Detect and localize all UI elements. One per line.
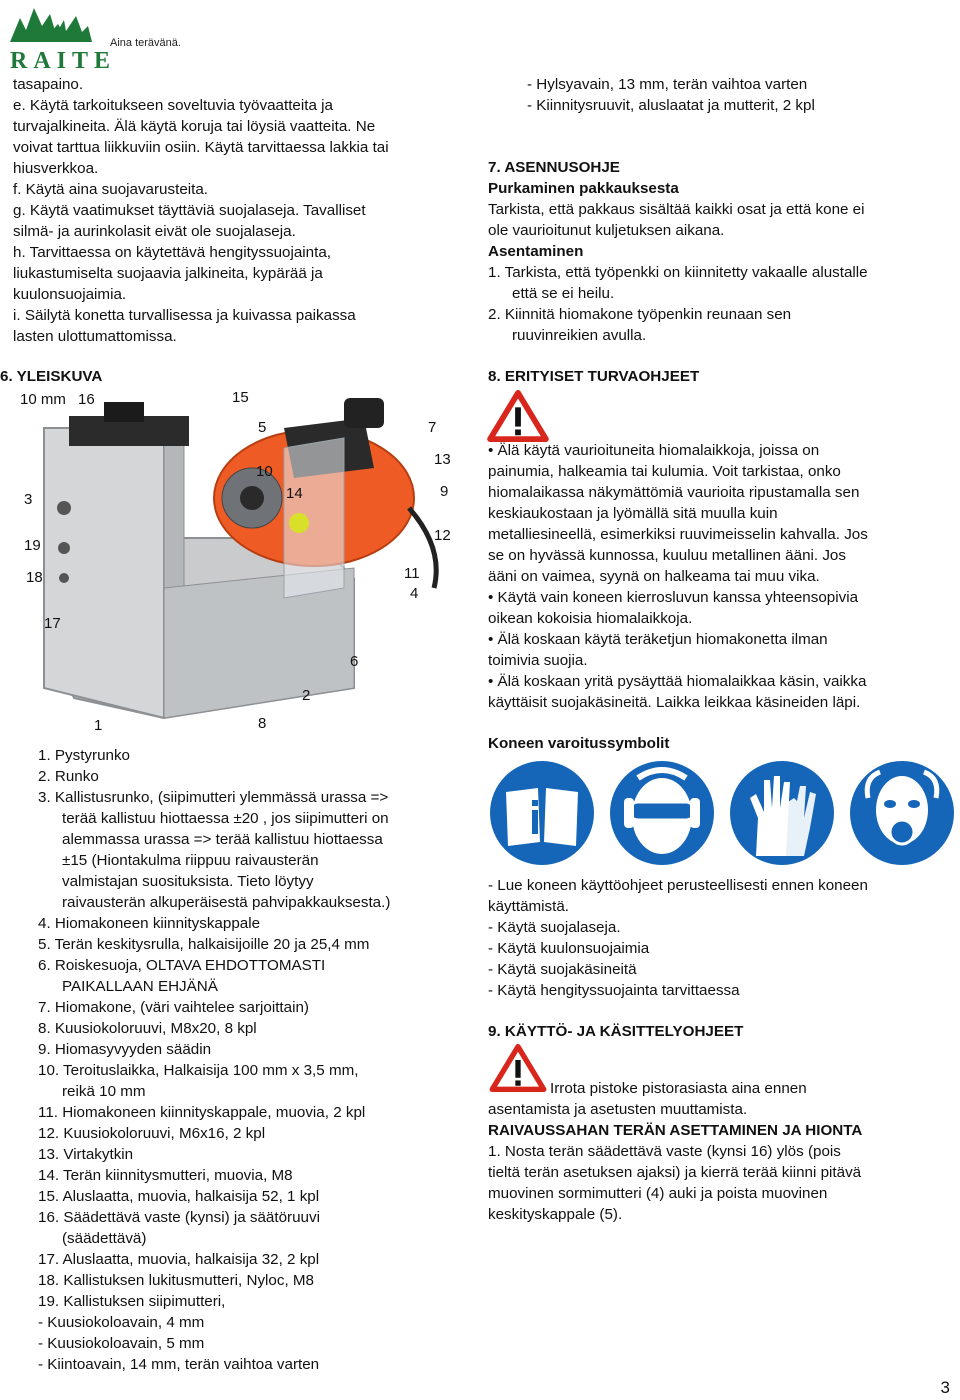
warning-second-line: asentamista ja asetusten muuttamista. bbox=[488, 1101, 748, 1118]
text-line: voivat tarttua liikkuviin osiin. Käytä tarvittaessa lakkia tai bbox=[13, 139, 389, 156]
callout-label: 14 bbox=[286, 485, 303, 502]
callout-label: 13 bbox=[434, 451, 451, 468]
parts-item: - Kuusiokoloavain, 4 mm bbox=[38, 1314, 205, 1331]
text-line: lasten ulottumattomissa. bbox=[13, 328, 177, 345]
callout-label: 16 bbox=[78, 391, 95, 408]
warning-triangle-icon bbox=[486, 390, 550, 442]
logo-tagline: Aina terävänä. bbox=[110, 37, 181, 49]
raite-logo bbox=[6, 4, 188, 70]
text-line: e. Käytä tarkoitukseen soveltuvia työvaatteita ja bbox=[13, 97, 333, 114]
page-number: 3 bbox=[940, 1378, 950, 1397]
parts-item: - Kiintoavain, 14 mm, terän vaihtoa varten bbox=[38, 1356, 320, 1373]
callout-label: 9 bbox=[440, 483, 449, 500]
symbol-item: - Käytä suojakäsineitä bbox=[488, 961, 637, 978]
mandatory-symbols bbox=[488, 758, 956, 868]
warning-line: ääni on vaimea, syynä on halkeama tai muu vika. bbox=[488, 568, 820, 585]
warning-line: keskiaukostaan ja lyömällä sitä muulla kuin bbox=[488, 505, 778, 522]
assembly-title: Asentaminen bbox=[488, 243, 584, 260]
parts-item: 18. Kallistuksen lukitusmutteri, Nyloc, M8 bbox=[38, 1272, 315, 1289]
callout-label: 4 bbox=[410, 585, 419, 602]
warning-line: • Käytä vain koneen kierrosluvun kanssa yhteensopivia bbox=[488, 589, 859, 606]
parts-item: 10. Teroituslaikka, Halkaisija 100 mm x 3,5 mm, bbox=[38, 1062, 359, 1079]
parts-item: 11. Hiomakoneen kiinnityskappale, muovia, 2 kpl bbox=[38, 1104, 366, 1121]
text-line: ole vaurioitunut kuljetuksen aikana. bbox=[488, 222, 725, 239]
section-9-title: 9. KÄYTTÖ- JA KÄSITTELYOHJEET bbox=[488, 1023, 744, 1040]
callout-label: 3 bbox=[24, 491, 33, 508]
parts-item: (säädettävä) bbox=[62, 1230, 147, 1247]
text-line: liukastumiselta suojaavia jalkineita, kypärää ja bbox=[13, 265, 323, 282]
symbol-item: käyttämistä. bbox=[488, 898, 570, 915]
text-line: - Hylsyavain, 13 mm, terän vaihtoa varten bbox=[527, 76, 808, 93]
text-line: f. Käytä aina suojavarusteita. bbox=[13, 181, 209, 198]
callout-label: 15 bbox=[232, 389, 249, 406]
section-9-subtitle: RAIVAUSSAHAN TERÄN ASETTAMINEN JA HIONTA bbox=[488, 1122, 863, 1139]
parts-item: 8. Kuusiokoloruuvi, M8x20, 8 kpl bbox=[38, 1020, 257, 1037]
parts-item: ±15 (Hiontakulma riippuu raivausterän bbox=[62, 852, 319, 869]
parts-item: 2. Runko bbox=[38, 768, 99, 785]
parts-item: valmistajan suosituksista. Tieto löytyy bbox=[62, 873, 314, 890]
step-line: keskityskappale (5). bbox=[488, 1206, 623, 1223]
section-7 bbox=[488, 157, 956, 346]
step-line: 1. Nosta terän säädettävä vaste (kynsi 16) ylös (pois bbox=[488, 1143, 841, 1160]
gloves-icon bbox=[730, 761, 834, 865]
warning-line: hiomalaikassa näkymättömiä vaurioita ripustamalla sen bbox=[488, 484, 860, 501]
parts-item: 9. Hiomasyvyyden säädin bbox=[38, 1041, 212, 1058]
parts-item: 13. Virtakytkin bbox=[38, 1146, 134, 1163]
warning-line: se on hyvässä kunnossa, kuuluu metallinen ääni. Jos bbox=[488, 547, 846, 564]
callout-label: 17 bbox=[44, 615, 61, 632]
callout-label: 5 bbox=[258, 419, 267, 436]
text-line: h. Tarvittaessa on käytettävä hengityssuojainta, bbox=[13, 244, 332, 261]
text-line: silmä- ja aurinkolasit eivät ole suojalaseja. bbox=[13, 223, 296, 240]
symbol-item: - Lue koneen käyttöohjeet perusteellisesti ennen koneen bbox=[488, 877, 868, 894]
product-overview-photo bbox=[14, 388, 458, 734]
text-line: turvajalkineita. Älä käytä koruja tai löysiä vaatteita. Ne bbox=[13, 118, 376, 135]
parts-item: terää kallistuu hiottaessa ±20 , jos siipimutteri on bbox=[62, 810, 389, 827]
section-7-title: 7. ASENNUSOHJE bbox=[488, 159, 620, 176]
symbols-list bbox=[488, 875, 956, 1001]
right-top-text bbox=[527, 74, 957, 116]
text-line: kuulonsuojaimia. bbox=[13, 286, 127, 303]
assembly-step: että se ei heilu. bbox=[512, 285, 615, 302]
callout-label: 8 bbox=[258, 715, 267, 732]
parts-item: PAIKALLAAN EHJÄNÄ bbox=[62, 978, 218, 995]
step-line: tieltä terän asetuksen ajaksi) ja kierrä terää kiinni pitävä bbox=[488, 1164, 862, 1181]
symbol-item: - Käytä hengityssuojainta tarvittaessa bbox=[488, 982, 740, 999]
text-line: hiusverkkoa. bbox=[13, 160, 99, 177]
warning-line: oikean kokoisia hiomalaikkoja. bbox=[488, 610, 693, 627]
parts-item: 14. Terän kiinnitysmutteri, muovia, M8 bbox=[38, 1167, 293, 1184]
callout-label: 19 bbox=[24, 537, 41, 554]
warning-line: • Älä koskaan käytä teräketjun hiomakonetta ilman bbox=[488, 631, 828, 648]
symbol-item: - Käytä kuulonsuojaimia bbox=[488, 940, 650, 957]
parts-item: 3. Kallistusrunko, (siipimutteri ylemmässä urassa => bbox=[38, 789, 389, 806]
read-manual-icon bbox=[490, 761, 594, 865]
parts-item: 1. Pystyrunko bbox=[38, 747, 131, 764]
assembly-step: 1. Tarkista, että työpenkki on kiinnitetty vakaalle alustalle bbox=[488, 264, 868, 281]
safety-warnings bbox=[488, 440, 956, 713]
parts-item: 5. Terän keskitysrulla, halkaisijoille 20 ja 25,4 mm bbox=[38, 936, 370, 953]
callout-label: 10 mm bbox=[20, 391, 66, 408]
warning-line: painumia, halkeamia tai kulumia. Voit tarkistaa, onko bbox=[488, 463, 841, 480]
assembly-step: ruuvinreikien avulla. bbox=[512, 327, 647, 344]
text-line: g. Käytä vaatimukset täyttäviä suojalaseja. Tavalliset bbox=[13, 202, 366, 219]
parts-item: 6. Roiskesuoja, OLTAVA EHDOTTOMASTI bbox=[38, 957, 326, 974]
callout-label: 6 bbox=[350, 653, 359, 670]
assembly-step: 2. Kiinnitä hiomakone työpenkin reunaan sen bbox=[488, 306, 792, 323]
symbol-item: - Käytä suojalaseja. bbox=[488, 919, 621, 936]
unpack-title: Purkaminen pakkauksesta bbox=[488, 180, 679, 197]
callout-label: 2 bbox=[302, 687, 311, 704]
section-8-title: 8. ERITYISET TURVAOHJEET bbox=[488, 368, 700, 385]
parts-item: 12. Kuusiokoloruuvi, M6x16, 2 kpl bbox=[38, 1125, 266, 1142]
callout-label: 12 bbox=[434, 527, 451, 544]
callout-label: 18 bbox=[26, 569, 43, 586]
left-top-text bbox=[13, 74, 473, 347]
parts-item: 15. Aluslaatta, muovia, halkaisija 52, 1 kpl bbox=[38, 1188, 320, 1205]
parts-item: 19. Kallistuksen siipimutteri, bbox=[38, 1293, 226, 1310]
logo-brand: RAITE bbox=[10, 48, 117, 70]
parts-item: 4. Hiomakoneen kiinnityskappale bbox=[38, 915, 261, 932]
parts-item: alemmassa urassa => terää kallistuu hiottaessa bbox=[62, 831, 383, 848]
warning-first-line: Irrota pistoke pistorasiasta aina ennen bbox=[550, 1080, 807, 1097]
warning-line: • Älä käytä vaurioituneita hiomalaikkoja, joissa on bbox=[488, 442, 820, 459]
parts-item: 16. Säädettävä vaste (kynsi) ja säätöruuvi bbox=[38, 1209, 320, 1226]
ear-and-respirator-icon bbox=[850, 761, 954, 865]
warning-line: • Älä koskaan yritä pysäyttää hiomalaikkaa käsin, vaikka bbox=[488, 673, 867, 690]
warning-line: käyttäisit suojakäsineitä. Laikka leikkaa käsineiden läpi. bbox=[488, 694, 861, 711]
callout-label: 10 bbox=[256, 463, 273, 480]
parts-item: 7. Hiomakone, (väri vaihtelee sarjoittain) bbox=[38, 999, 309, 1016]
symbols-title: Koneen varoitussymbolit bbox=[488, 735, 670, 752]
warning-line: toimivia suojia. bbox=[488, 652, 588, 669]
step-line: muovinen sormimutteri (4) auki ja poista muovinen bbox=[488, 1185, 828, 1202]
parts-list bbox=[38, 745, 468, 1375]
section-6-title: 6. YLEISKUVA bbox=[0, 368, 103, 385]
safety-glasses-icon bbox=[610, 761, 714, 865]
warning-line: metalliesineellä, esimerkiksi ruuvimeisselin kahvalla. Jos bbox=[488, 526, 868, 543]
text-line: - Kiinnitysruuvit, aluslaatat ja mutterit, 2 kpl bbox=[527, 97, 815, 114]
text-line: tasapaino. bbox=[13, 76, 84, 93]
parts-item: raivausterän alkuperäisestä pahvipakkauksesta.) bbox=[62, 894, 391, 911]
parts-item: reikä 10 mm bbox=[62, 1083, 146, 1100]
text-line: i. Säilytä konetta turvallisessa ja kuivassa paikassa bbox=[13, 307, 356, 324]
callout-label: 11 bbox=[404, 565, 420, 582]
callout-label: 7 bbox=[428, 419, 437, 436]
callout-label: 1 bbox=[94, 717, 103, 734]
parts-item: 17. Aluslaatta, muovia, halkaisija 32, 2 kpl bbox=[38, 1251, 320, 1268]
parts-item: - Kuusiokoloavain, 5 mm bbox=[38, 1335, 205, 1352]
text-line: Tarkista, että pakkaus sisältää kaikki osat ja että kone ei bbox=[488, 201, 865, 218]
section-9-body bbox=[488, 1078, 956, 1225]
